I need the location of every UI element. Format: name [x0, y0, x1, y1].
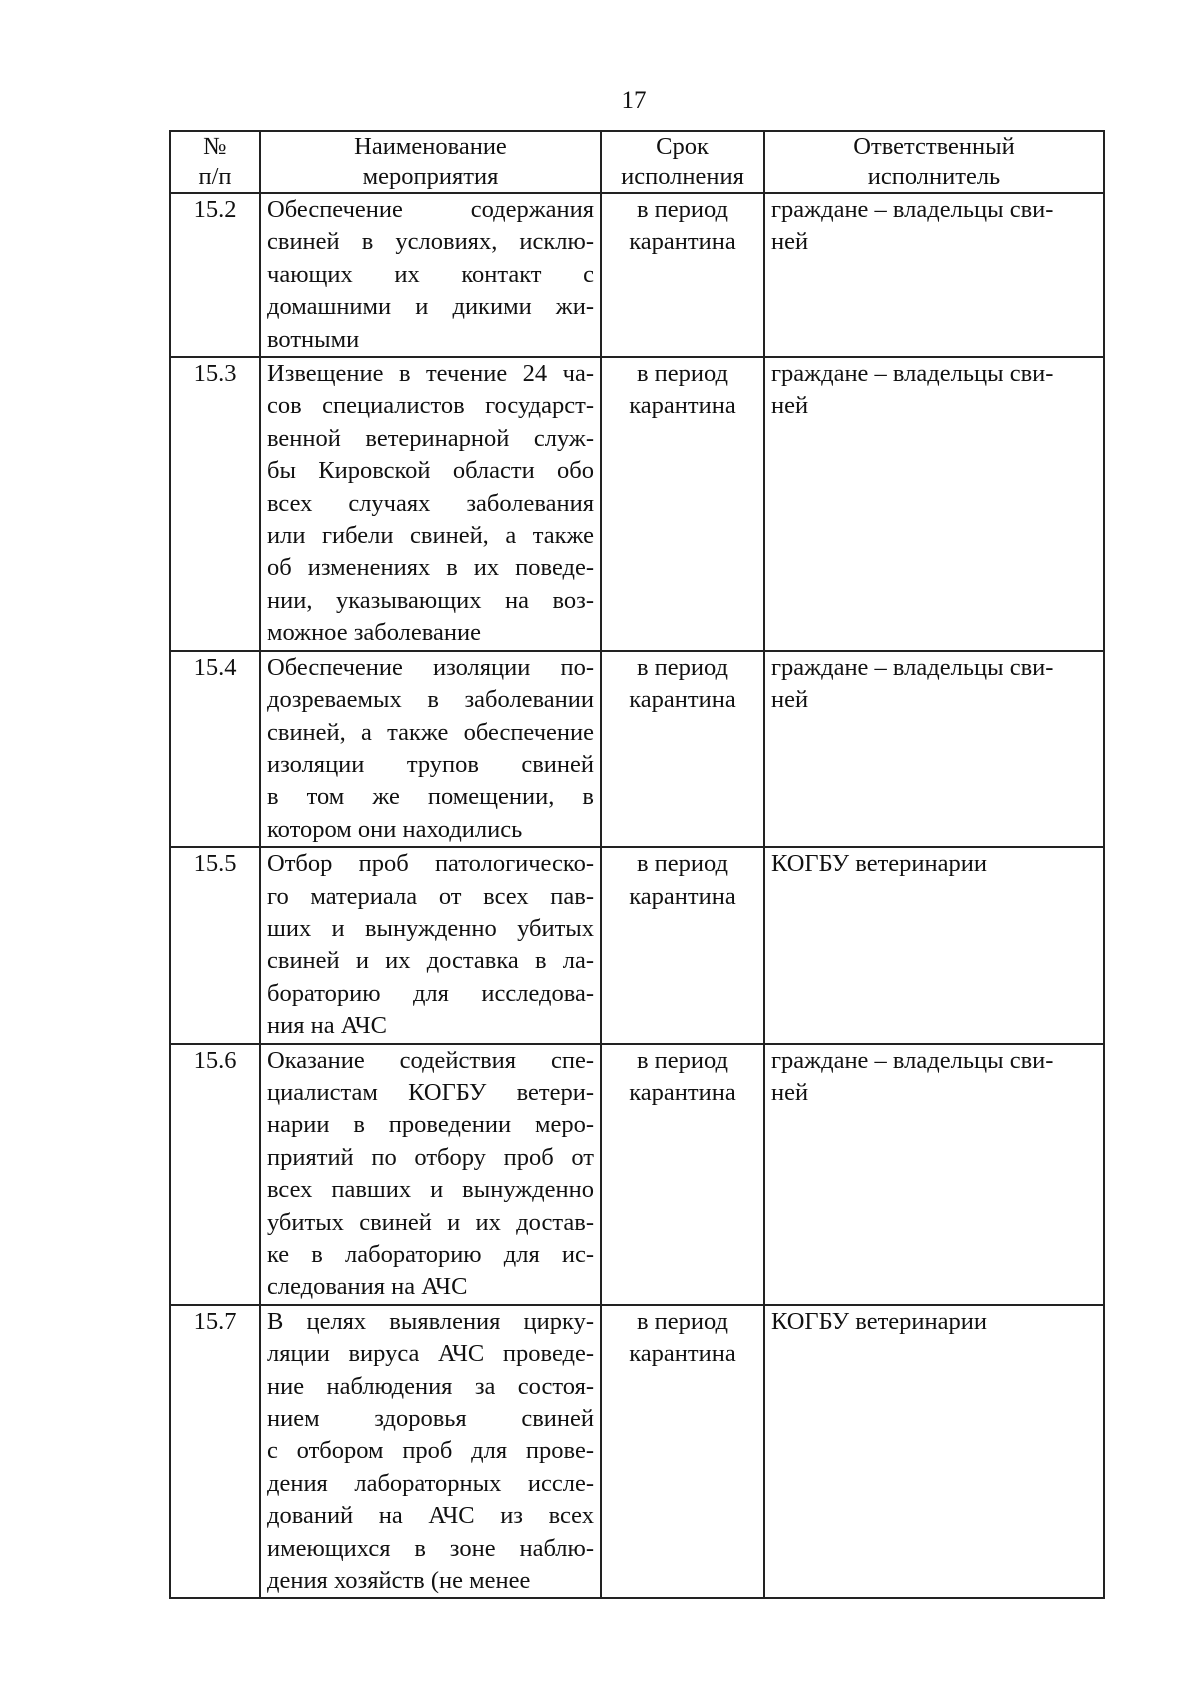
- activity-name-line: об изменениях в их поведе-: [267, 554, 594, 582]
- activity-name-line: го материала от всех пав-: [267, 882, 594, 910]
- deadline-line: карантина: [629, 392, 736, 420]
- responsible: [764, 193, 1104, 357]
- deadline-line: в период: [636, 653, 729, 681]
- table-row: [170, 357, 1104, 651]
- activity-name-line: дения лабораторных иссле-: [267, 1469, 594, 1497]
- deadline: [601, 193, 764, 357]
- activity-name-line: нием здоровья свиней: [267, 1405, 594, 1433]
- header-text: мероприятия: [362, 163, 499, 190]
- deadline: [601, 1305, 764, 1599]
- activity-name-line: убитых свиней и их достав-: [267, 1208, 594, 1236]
- row-number: 15.5: [170, 847, 260, 1043]
- table-row: [170, 1044, 1104, 1305]
- responsible-line: ней: [771, 686, 809, 714]
- responsible: [764, 651, 1104, 847]
- responsible-line: ней: [771, 1078, 809, 1106]
- activities-table: [169, 130, 1105, 1599]
- table-header-row: [170, 131, 1104, 193]
- responsible-line: граждане – владельцы сви-: [771, 360, 1054, 388]
- header-text: исполнения: [621, 163, 744, 190]
- activity-name-line: в том же помещении, в: [267, 783, 594, 811]
- activity-name-line: венной ветеринарной служ-: [267, 424, 594, 452]
- row-number: 15.6: [170, 1044, 260, 1305]
- activity-name-line: имеющихся в зоне наблю-: [267, 1534, 594, 1562]
- activity-name-line: Извещение в течение 24 ча-: [267, 360, 594, 388]
- deadline-line: карантина: [629, 1340, 736, 1368]
- activity-name: [260, 847, 601, 1043]
- responsible-line: ней: [771, 228, 809, 256]
- deadline-line: в период: [636, 360, 729, 388]
- activity-name-line: следования на АЧС: [267, 1273, 468, 1301]
- activity-name-line: ния на АЧС: [267, 1012, 387, 1040]
- activity-name-line: Обеспечение содержания: [267, 196, 594, 223]
- row-number: 15.3: [170, 357, 260, 651]
- activity-name: [260, 357, 601, 651]
- header-responsible: [764, 131, 1104, 193]
- table-row: [170, 651, 1104, 847]
- activity-name-line: дозреваемых в заболевании: [267, 686, 594, 714]
- activity-name-line: приятий по отбору проб от: [267, 1143, 594, 1171]
- deadline-line: карантина: [629, 228, 736, 256]
- activity-name: [260, 1305, 601, 1599]
- deadline: [601, 651, 764, 847]
- header-text: исполнитель: [867, 163, 1001, 190]
- activity-name: [260, 1044, 601, 1305]
- activity-name-line: свиней в условиях, исклю-: [267, 228, 594, 256]
- responsible: [764, 1044, 1104, 1305]
- activity-name-line: котором они находились: [267, 815, 523, 843]
- header-activity-name: [260, 131, 601, 193]
- activity-name-line: циалистам КОГБУ ветери-: [267, 1078, 594, 1106]
- activity-name-line: ляции вируса АЧС проведе-: [267, 1340, 594, 1368]
- responsible: [764, 847, 1104, 1043]
- table-row: [170, 193, 1104, 357]
- header-text: Наименование: [354, 133, 507, 160]
- header-text: №: [203, 133, 227, 160]
- responsible: [764, 357, 1104, 651]
- activity-name-line: или гибели свиней, а также: [267, 522, 594, 550]
- deadline-line: в период: [636, 196, 729, 223]
- activity-name-line: бораторию для исследова-: [267, 979, 594, 1007]
- deadline: [601, 357, 764, 651]
- activity-name-line: дения хозяйств (не менее: [267, 1567, 531, 1595]
- header-text: Срок: [656, 133, 709, 160]
- activity-name-line: Обеспечение изоляции по-: [267, 653, 594, 681]
- header-text: п/п: [198, 163, 232, 190]
- header-deadline: [601, 131, 764, 193]
- activity-name-line: всех павших и вынужденно: [267, 1176, 594, 1204]
- deadline: [601, 847, 764, 1043]
- table-row: [170, 847, 1104, 1043]
- row-number: 15.2: [170, 193, 260, 357]
- activity-name-line: вотными: [267, 325, 360, 353]
- table-body: [170, 193, 1104, 1598]
- deadline-line: карантина: [629, 1078, 736, 1106]
- deadline-line: карантина: [629, 882, 736, 910]
- activity-name-line: ших и вынужденно убитых: [267, 914, 594, 942]
- activity-name-line: свиней и их доставка в ла-: [267, 947, 594, 975]
- row-number: 15.4: [170, 651, 260, 847]
- activity-name-line: сов специалистов государст-: [267, 392, 594, 420]
- responsible: [764, 1305, 1104, 1599]
- activity-name-line: нии, указывающих на воз-: [267, 586, 594, 614]
- responsible-line: КОГБУ ветеринарии: [771, 850, 987, 878]
- activity-name-line: с отбором проб для прове-: [267, 1437, 594, 1465]
- row-number: 15.7: [170, 1305, 260, 1599]
- deadline-line: в период: [636, 1307, 729, 1335]
- activity-name-line: нарии в проведении меро-: [267, 1111, 594, 1139]
- activity-name-line: Отбор проб патологическо-: [267, 850, 594, 878]
- activity-name-line: изоляции трупов свиней: [267, 750, 594, 778]
- activity-name-line: В целях выявления цирку-: [267, 1307, 594, 1335]
- activity-name-line: всех случаях заболевания: [267, 489, 594, 517]
- table-row: [170, 1305, 1104, 1599]
- activity-name-line: чающих их контакт с: [267, 260, 594, 288]
- deadline-line: карантина: [629, 686, 736, 714]
- activity-name-line: ние наблюдения за состоя-: [267, 1372, 594, 1400]
- header-number: [170, 131, 260, 193]
- deadline-line: в период: [636, 850, 729, 878]
- responsible-line: граждане – владельцы сви-: [771, 653, 1054, 681]
- activity-name-line: можное заболевание: [267, 619, 481, 647]
- activity-name-line: бы Кировской области обо: [267, 457, 594, 485]
- activity-name: [260, 193, 601, 357]
- activity-name-line: Оказание содействия спе-: [267, 1046, 594, 1074]
- responsible-line: граждане – владельцы сви-: [771, 196, 1054, 223]
- page-number: 17: [621, 87, 647, 114]
- activity-name-line: ке в лабораторию для ис-: [267, 1241, 594, 1268]
- deadline-line: в период: [636, 1046, 729, 1074]
- responsible-line: ней: [771, 392, 809, 420]
- activity-name: [260, 651, 601, 847]
- activity-name-line: свиней, а также обеспечение: [267, 718, 594, 746]
- responsible-line: граждане – владельцы сви-: [771, 1046, 1054, 1074]
- activity-name-line: дований на АЧС из всех: [267, 1502, 594, 1530]
- deadline: [601, 1044, 764, 1305]
- activity-name-line: домашними и дикими жи-: [267, 293, 594, 321]
- responsible-line: КОГБУ ветеринарии: [771, 1307, 987, 1335]
- header-text: Ответственный: [853, 133, 1015, 160]
